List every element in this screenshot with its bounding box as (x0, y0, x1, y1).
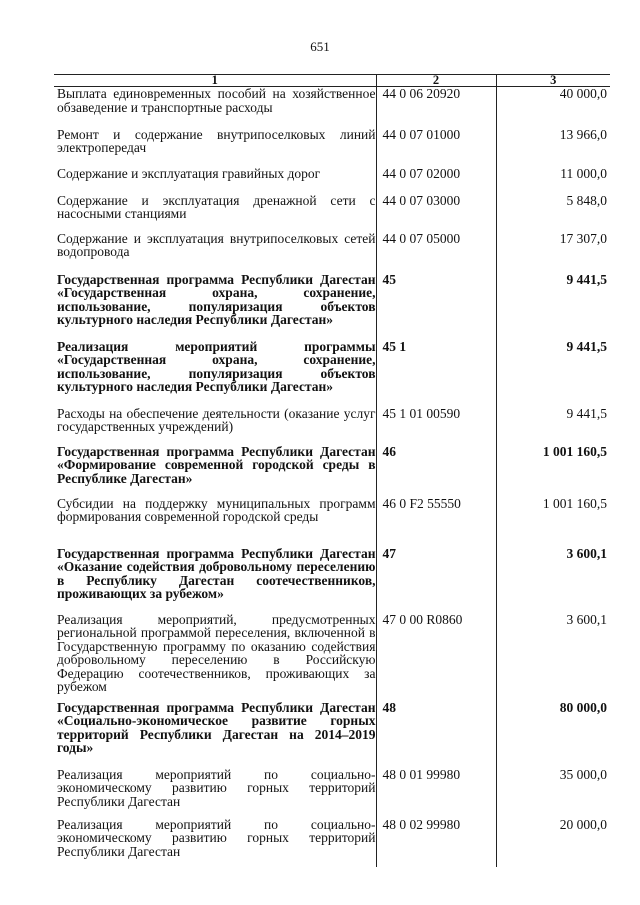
row-code: 48 (376, 701, 496, 768)
row-code: 44 0 07 02000 (376, 167, 496, 194)
row-description: Реализация мероприятий по социально-экономическому развитию горных территорий Республики Дагестан (57, 766, 376, 809)
row-code: 47 (376, 547, 496, 613)
table-row (54, 818, 610, 867)
row-code: 47 0 00 R0860 (376, 613, 496, 701)
row-description: Содержание и эксплуатация гравийных дорог (57, 165, 321, 181)
row-amount: 9 441,5 (496, 273, 610, 340)
table-row (54, 128, 610, 167)
header-row (54, 75, 610, 87)
row-amount: 13 966,0 (496, 128, 610, 167)
row-code: 48 0 02 99980 (376, 818, 496, 867)
column-header-3: 3 (496, 75, 610, 87)
row-description: Государственная программа Республики Дагестан «Социально-экономическое развитие горных территорий Республики Дагестан на 2014–2019 годы» (57, 699, 376, 755)
row-description: Выплата единовременных пособий на хозяйственное обзаведение и транспортные расходы (57, 86, 376, 115)
row-description: Реализация мероприятий по социально-экономическому развитию горных территорий Республики Дагестан (57, 816, 376, 859)
row-amount: 1 001 160,5 (496, 445, 610, 497)
row-code: 48 0 01 99980 (376, 768, 496, 818)
table-row (54, 701, 610, 768)
row-code: 46 (376, 445, 496, 497)
table-row (54, 407, 610, 445)
table-row (54, 273, 610, 340)
table-row (54, 445, 610, 497)
row-code: 45 1 01 00590 (376, 407, 496, 445)
column-header-1: 1 (54, 75, 376, 87)
row-amount: 9 441,5 (496, 407, 610, 445)
table-row (54, 167, 610, 194)
table-row (54, 87, 610, 128)
row-code: 46 0 F2 55550 (376, 497, 496, 547)
row-amount: 3 600,1 (496, 547, 610, 613)
page-number: 651 (310, 39, 330, 54)
row-description: Государственная программа Республики Дагестан «Оказание содействия добровольному переселению в Республику Дагестан соотечественников, проживающих за рубежом» (57, 545, 376, 601)
row-amount: 5 848,0 (496, 194, 610, 232)
table-row (54, 613, 610, 701)
table-row (54, 340, 610, 407)
row-amount: 9 441,5 (496, 340, 610, 407)
row-description: Реализация мероприятий, предусмотренных региональной программой переселения, включенной в Государственную программу по оказанию содействия добровольному переселению в Российскую Федерацию соотечественников, проживающих за рубежом (57, 611, 376, 694)
row-code: 45 1 (376, 340, 496, 407)
budget-table (54, 74, 610, 867)
row-code: 44 0 07 05000 (376, 232, 496, 273)
row-amount: 80 000,0 (496, 701, 610, 768)
row-amount: 11 000,0 (496, 167, 610, 194)
row-description: Содержание и эксплуатация внутрипоселковых сетей водопровода (57, 230, 376, 259)
table-row (54, 768, 610, 818)
row-description: Ремонт и содержание внутрипоселковых линий электропередач (57, 126, 376, 155)
row-description: Расходы на обеспечение деятельности (оказание услуг государственных учреждений) (57, 405, 376, 434)
row-amount: 35 000,0 (496, 768, 610, 818)
row-amount: 3 600,1 (496, 613, 610, 701)
row-amount: 40 000,0 (496, 87, 610, 128)
row-description: Государственная программа Республики Дагестан «Государственная охрана, сохранение, использование, популяризация объектов культурного наследия Республики Дагестан» (57, 271, 376, 327)
row-code: 44 0 07 03000 (376, 194, 496, 232)
column-header-2: 2 (376, 75, 496, 87)
row-description: Содержание и эксплуатация дренажной сети с насосными станциями (57, 192, 376, 221)
row-code: 45 (376, 273, 496, 340)
row-description: Реализация мероприятий программы «Государственная охрана, сохранение, использование, популяризация объектов культурного наследия Республики Дагестан» (57, 338, 376, 394)
row-description: Субсидии на поддержку муниципальных программ формирования современной городской среды (57, 495, 376, 524)
row-amount: 20 000,0 (496, 818, 610, 867)
row-code: 44 0 07 01000 (376, 128, 496, 167)
table-row (54, 547, 610, 613)
table-row (54, 497, 610, 547)
table-row (54, 194, 610, 232)
row-amount: 1 001 160,5 (496, 497, 610, 547)
row-code: 44 0 06 20920 (376, 87, 496, 128)
table-row (54, 232, 610, 273)
row-description: Государственная программа Республики Дагестан «Формирование современной городской среды в Республике Дагестан» (57, 443, 376, 486)
row-amount: 17 307,0 (496, 232, 610, 273)
